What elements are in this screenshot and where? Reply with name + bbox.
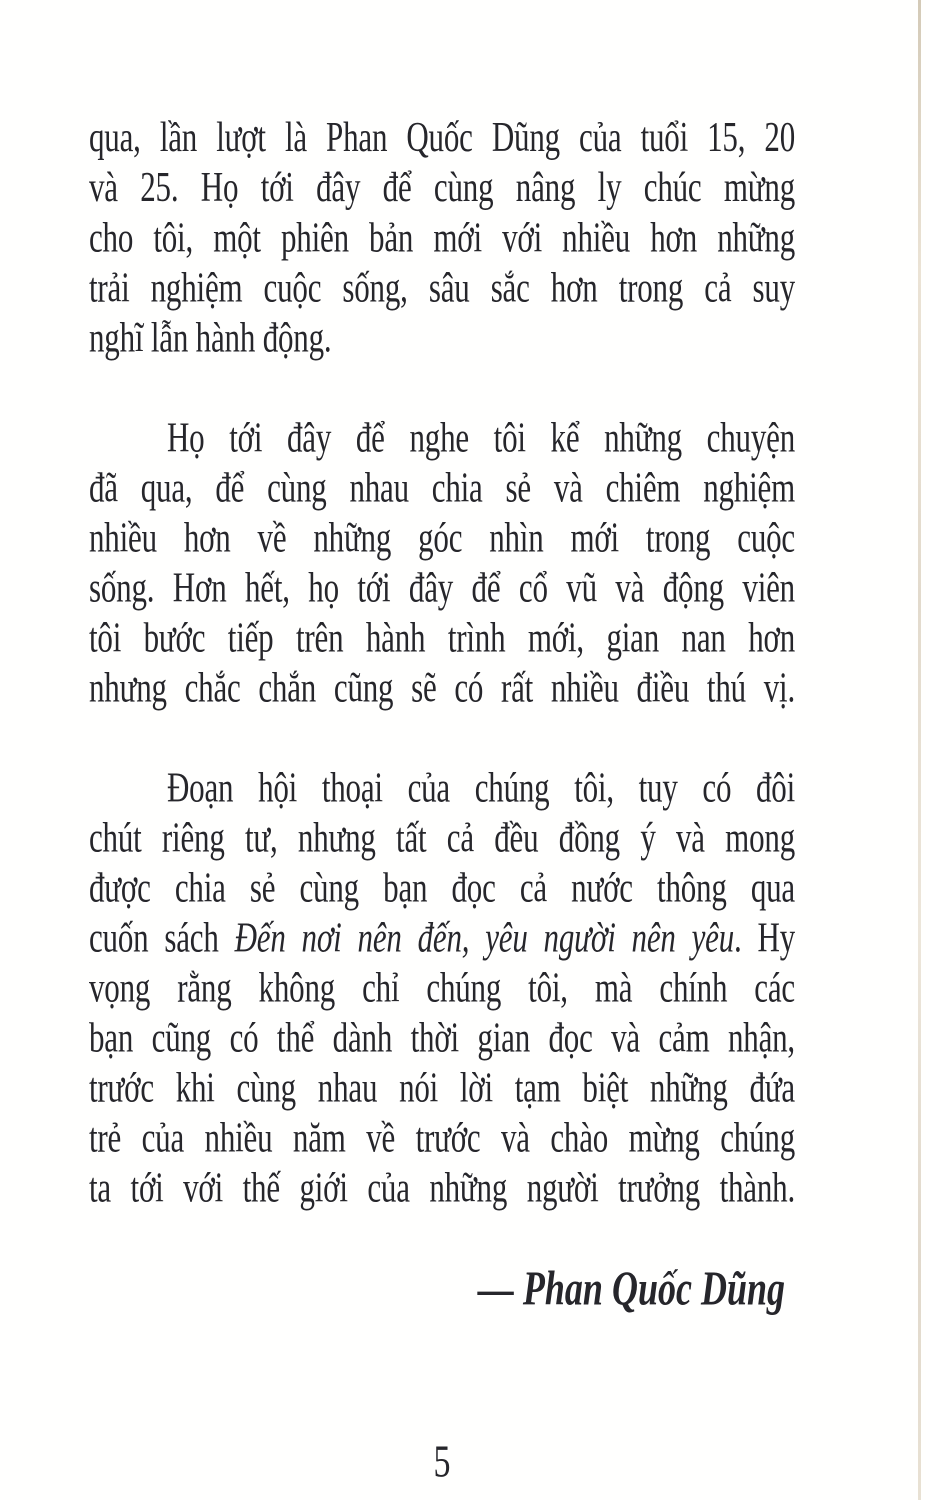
author-signature-text: — Phan Quốc Dũng bbox=[477, 1261, 785, 1316]
book-title-italic: Đến nơi nên đến, yêu người nên yêu bbox=[234, 913, 735, 962]
text-segment: qua, lần lượt là Phan Quốc Dũng của tuổi 15, 20 bbox=[89, 113, 795, 161]
text-line bbox=[89, 162, 795, 212]
text-segment: vọng rằng không chỉ chúng tôi, mà chính các bbox=[89, 963, 795, 1012]
paragraph bbox=[89, 112, 795, 362]
text-line bbox=[89, 862, 795, 912]
text-line bbox=[89, 662, 795, 712]
text-segment: nhưng chắc chắn cũng sẽ có rất nhiều điều thú vị. bbox=[89, 663, 795, 711]
text-line bbox=[89, 312, 795, 362]
text-segment: ta tới với thế giới của những người trưởng thành. bbox=[89, 1163, 795, 1212]
paragraph bbox=[89, 412, 795, 712]
text-line bbox=[89, 112, 795, 162]
text-line bbox=[89, 612, 795, 662]
text-line bbox=[89, 412, 795, 462]
author-signature bbox=[89, 1261, 795, 1316]
text-line bbox=[89, 962, 795, 1012]
text-line bbox=[89, 812, 795, 862]
text-line bbox=[89, 1163, 795, 1213]
text-segment: được chia sẻ cùng bạn đọc cả nước thông qua bbox=[89, 863, 795, 912]
text-segment: cho tôi, một phiên bản mới với nhiều hơn những bbox=[89, 213, 795, 261]
page-number: 5 bbox=[433, 1437, 451, 1488]
text-line bbox=[89, 1112, 795, 1162]
text-line bbox=[89, 512, 795, 562]
text-segment: Đoạn hội thoại của chúng tôi, tuy có đôi bbox=[167, 763, 795, 811]
text-segment: trẻ của nhiều năm về trước và chào mừng chúng bbox=[89, 1113, 795, 1162]
paragraph bbox=[89, 762, 795, 1212]
text-segment: tôi bước tiếp trên hành trình mới, gian nan hơn bbox=[89, 613, 795, 661]
text-line bbox=[89, 912, 795, 962]
text-line bbox=[89, 212, 795, 262]
text-segment: nhiều hơn về những góc nhìn mới trong cuộc bbox=[89, 513, 795, 561]
text-line bbox=[89, 462, 795, 512]
text-segment: trước khi cùng nhau nói lời tạm biệt những đứa bbox=[89, 1063, 795, 1112]
scan-page-edge-line bbox=[918, 0, 921, 1500]
text-segment: . Hy bbox=[734, 913, 795, 962]
text-segment: bạn cũng có thể dành thời gian đọc và cảm nhận, bbox=[89, 1013, 795, 1062]
paragraphs-container bbox=[89, 112, 795, 1213]
text-segment: nghĩ lẫn hành động. bbox=[89, 313, 332, 361]
page-number-container bbox=[89, 1436, 795, 1490]
text-segment: đã qua, để cùng nhau chia sẻ và chiêm nghiệm bbox=[89, 463, 795, 511]
text-line bbox=[89, 262, 795, 312]
text-segment: và 25. Họ tới đây để cùng nâng ly chúc mừng bbox=[89, 163, 795, 211]
text-segment: sống. Hơn hết, họ tới đây để cổ vũ và động viên bbox=[89, 563, 795, 611]
text-line bbox=[89, 1012, 795, 1062]
text-line bbox=[89, 762, 795, 812]
text-segment: chút riêng tư, nhưng tất cả đều đồng ý và mong bbox=[89, 813, 795, 862]
text-block bbox=[89, 112, 795, 1314]
text-segment: cuốn sách bbox=[89, 913, 235, 962]
text-line bbox=[89, 562, 795, 612]
text-segment: Họ tới đây để nghe tôi kể những chuyện bbox=[167, 413, 795, 461]
text-line bbox=[89, 1062, 795, 1112]
text-segment: trải nghiệm cuộc sống, sâu sắc hơn trong cả suy bbox=[89, 263, 795, 311]
